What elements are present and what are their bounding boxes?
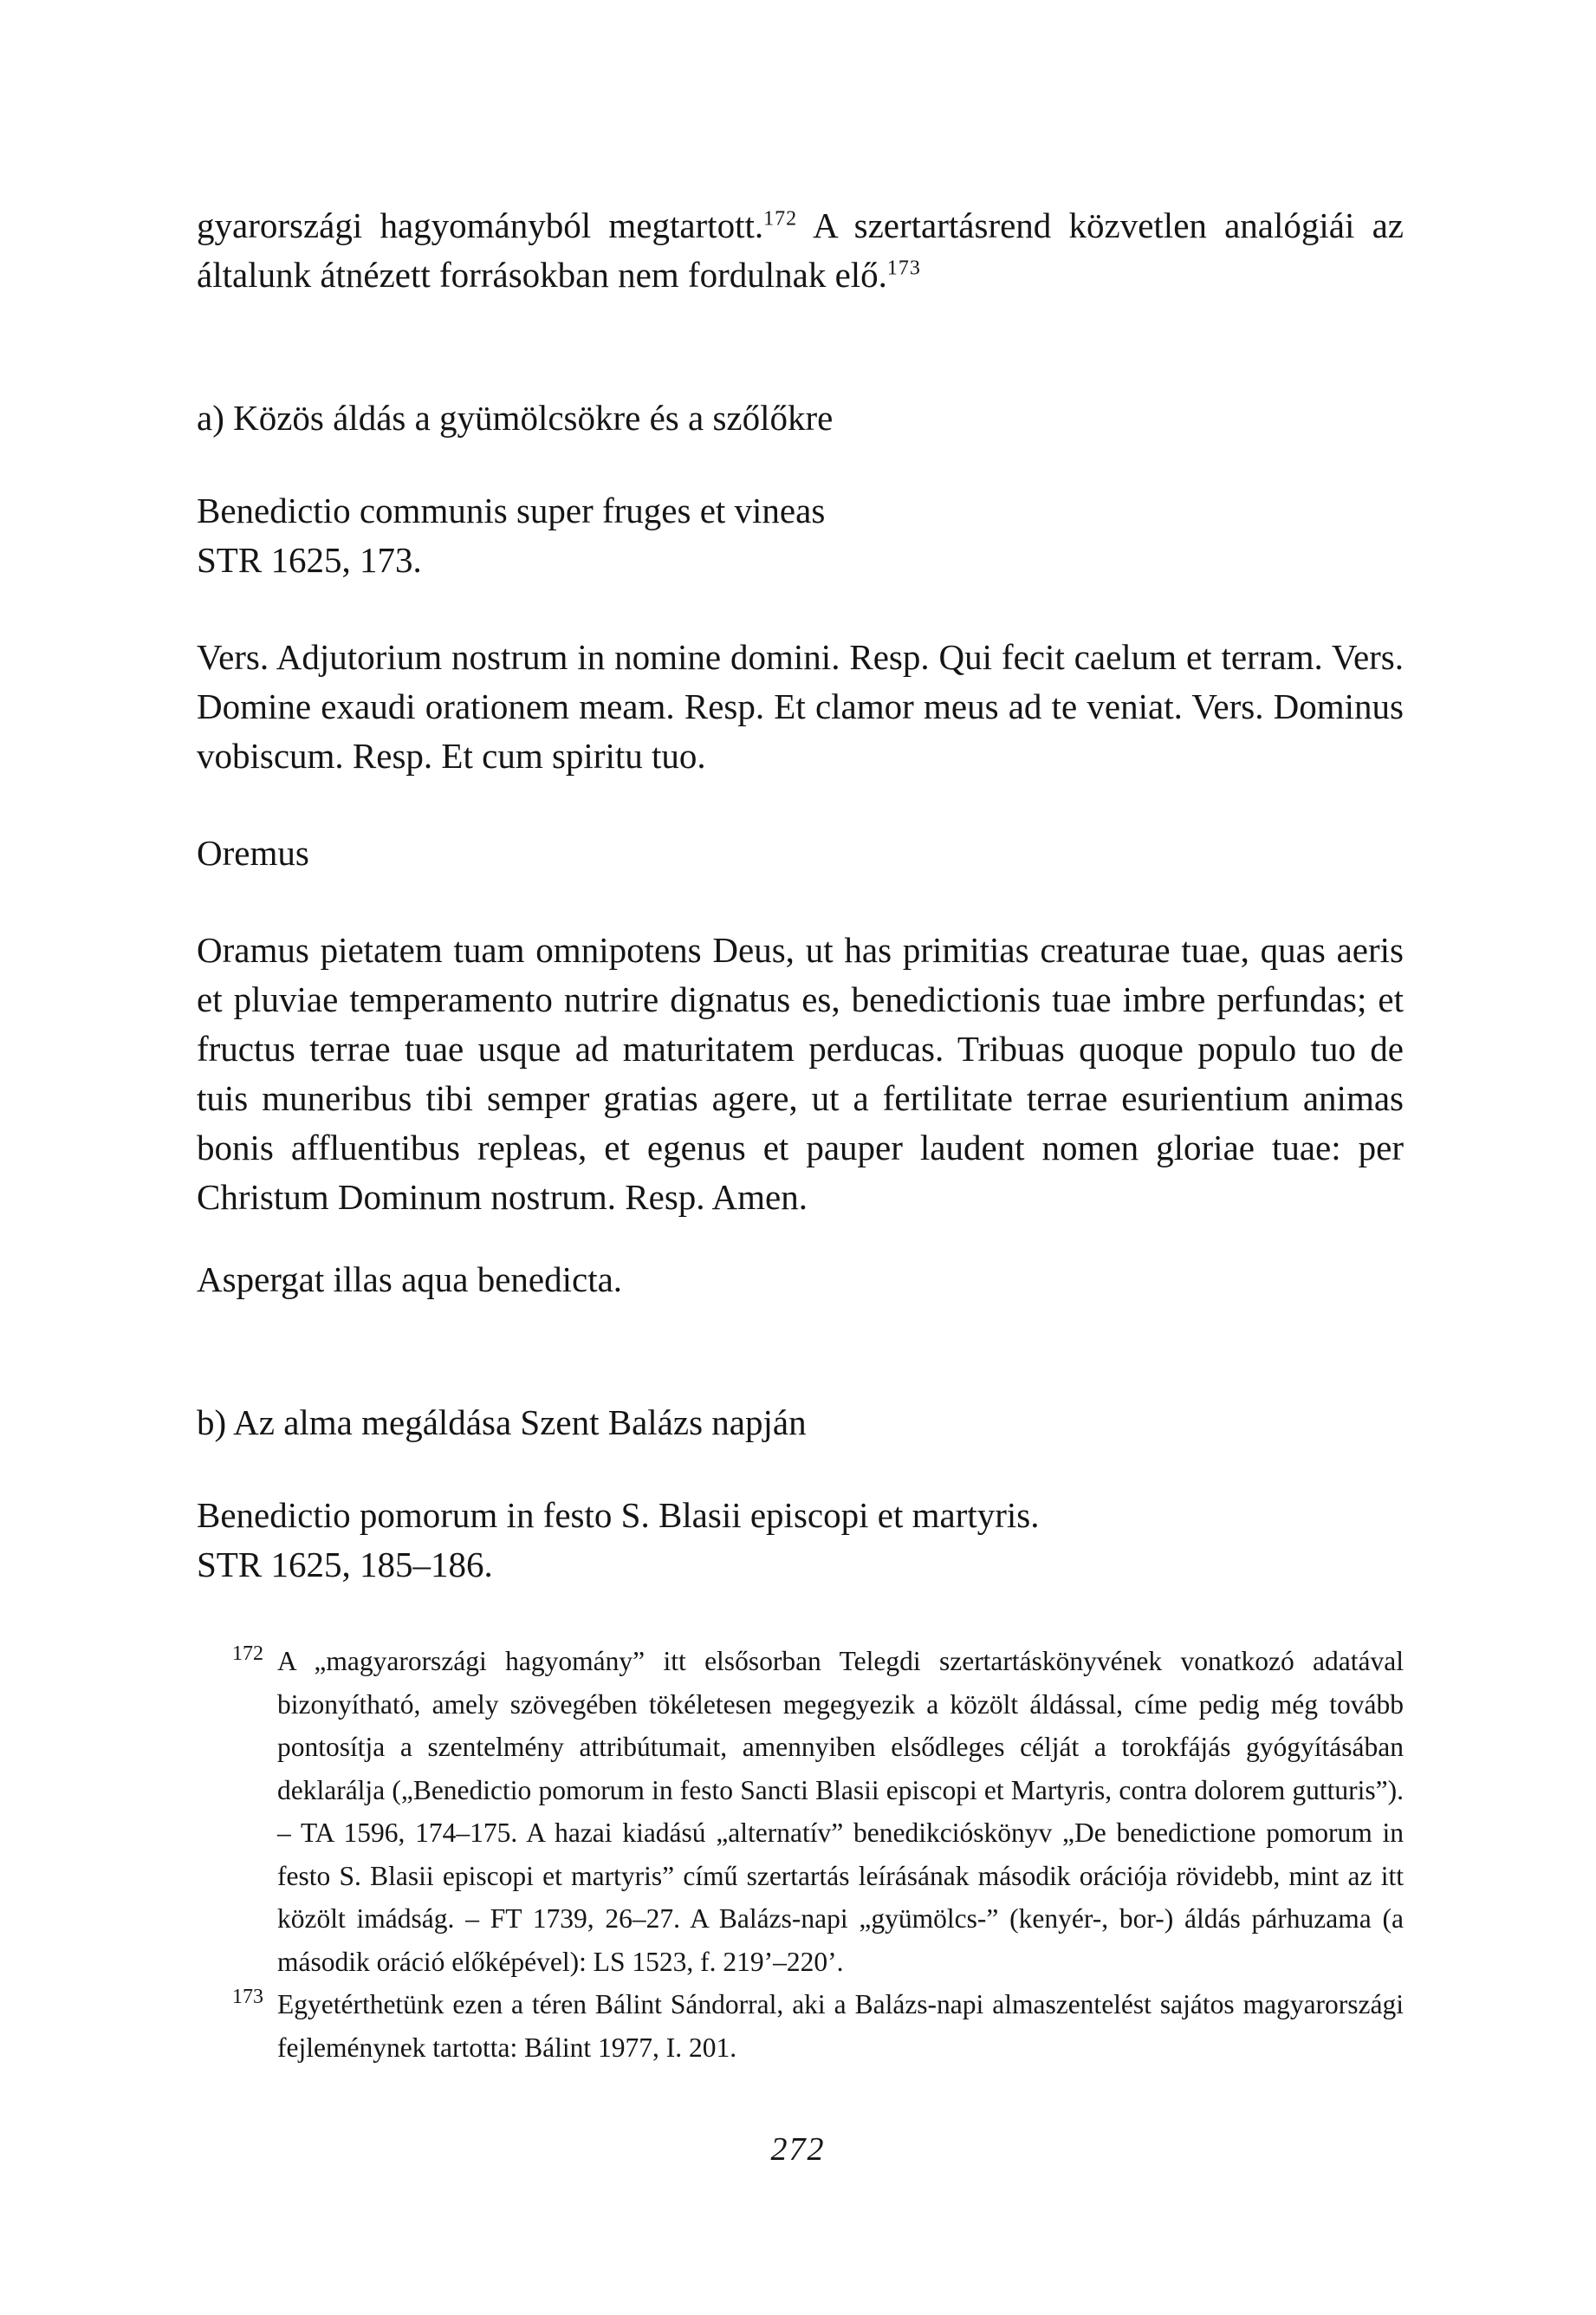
section-a-heading: a) Közös áldás a gyümölcsökre és a szőlőkre	[197, 398, 834, 438]
footnote-172-text: A „magyarországi hagyomány” itt elsősorban Telegdi szertartáskönyvének vonatkozó adatával bizonyítható, amely szövegében tökéletesen megegyezik a közölt áldással, címe pedig még tovább pontosítja a szentelmény attribútumait, amennyiben elsődleges célját a torokfájás gyógyításában deklarálja („Benedictio pomorum in festo Sancti Blasii episcopi et Martyris, contra dolorem gutturis”). – TA 1596, 174–175. A hazai kiadású „alternatív” benedikcióskönyv „De benedictione pomorum in festo S. Blasii episcopi et martyris” című szertartás leírásának második orációja rövidebb, mint az itt közölt imádság. – FT 1739, 26–27. A Balázs-napi „gyümölcs-” (kenyér-, bor-) áldás párhuzama (a második oráció előképével): LS 1523, f. 219’–220’.	[277, 1646, 1404, 1977]
section-a-rubric: Aspergat illas aqua benedicta.	[197, 1259, 623, 1299]
paragraph-continued-text: gyarországi hagyományból megtartott.	[197, 205, 764, 245]
section-a-latin-title: Benedictio communis super fruges et vineas	[197, 491, 826, 530]
section-b-heading: b) Az alma megáldása Szent Balázs napján	[197, 1402, 807, 1442]
paragraph-continued-text-2: A szertartásrend közvetlen analógiái az általunk átnézett forrásokban nem fordulnak elő.	[197, 205, 1404, 295]
section-a-oremus: Oremus	[197, 833, 309, 873]
page-number: 272	[770, 2131, 826, 2168]
paragraph-continued	[197, 201, 1404, 300]
section-a-prayer: Oramus pietatem tuam omnipotens Deus, ut has primitias creaturae tuae, quas aeris et pluviae temperamento nutrire dignatus es, benedictionis tuae imbre perfundas; et fructus terrae tuae usque ad maturitatem perducas. Tribuas quoque populo tuo de tuis muneribus tibi semper gratias agere, ut a fertilitate terrae esurientium animas bonis affluentibus repleas, et egenus et pauper laudent nomen gloriae tuae: per Christum Dominum nostrum. Resp. Amen.	[197, 930, 1404, 1217]
page-body	[197, 201, 1404, 1590]
footnote-173-number: 173	[232, 1986, 263, 2008]
section-a-source: STR 1625, 173.	[197, 540, 422, 580]
section-b-title-block	[197, 1491, 1404, 1590]
section-a-title-block	[197, 486, 1404, 585]
footnote-172	[232, 1640, 1404, 1983]
section-a-versicle: Vers. Adjutorium nostrum in nomine domini. Resp. Qui fecit caelum et terram. Vers. Domine exaudi orationem meam. Resp. Et clamor meus ad te veniat. Vers. Dominus vobiscum. Resp. Et cum spiritu tuo.	[197, 637, 1404, 776]
footnote-173-text: Egyetérthetünk ezen a téren Bálint Sándorral, aki a Balázs-napi almaszentelést sajátos magyarországi fejleménynek tartotta: Bálint 1977, I. 201.	[277, 1989, 1404, 2063]
footnotes-block	[197, 1640, 1404, 2069]
footnote-ref-172: 172	[763, 207, 798, 231]
section-b-source: STR 1625, 185–186.	[197, 1544, 493, 1584]
footnote-173	[232, 1983, 1404, 2069]
footnote-ref-173: 173	[886, 257, 921, 280]
section-b-latin-title: Benedictio pomorum in festo S. Blasii episcopi et martyris.	[197, 1495, 1040, 1535]
footnote-172-number: 172	[232, 1642, 263, 1665]
